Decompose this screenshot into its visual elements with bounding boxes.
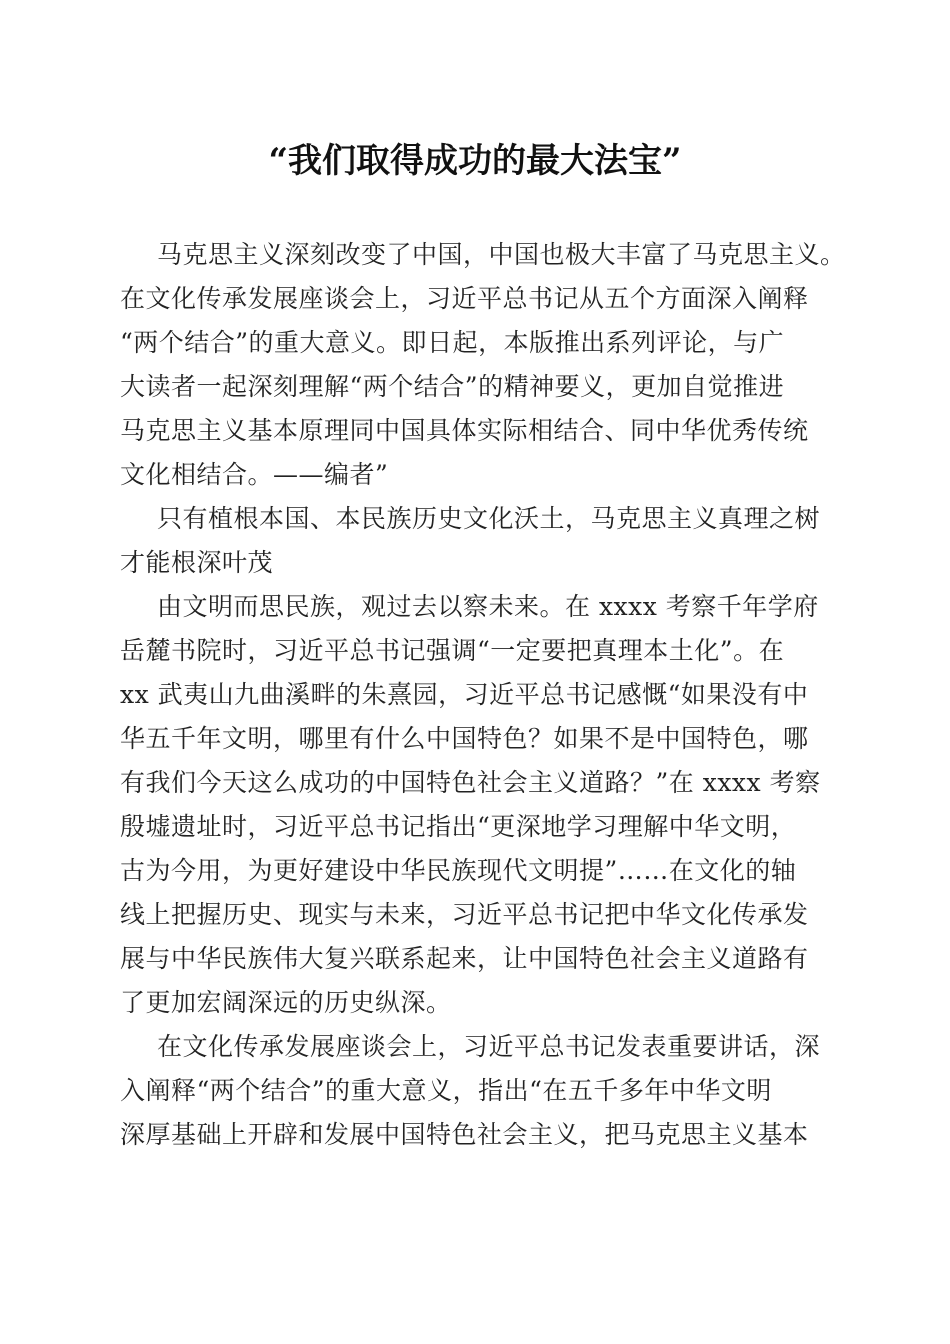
text-line: 有我们今天这么成功的中国特色社会主义道路？”在 xxxx 考察 xyxy=(120,768,821,797)
document-title: “我们取得成功的最大法宝” xyxy=(268,141,682,181)
document-body xyxy=(120,233,846,1157)
text-line: 大读者一起深刻理解“两个结合”的精神要义，更加自觉推进 xyxy=(120,372,785,401)
text-line: “两个结合”的重大意义。即日起，本版推出系列评论，与广 xyxy=(120,328,785,357)
text-line: 入阐释“两个结合”的重大意义，指出“在五千多年中华文明 xyxy=(120,1076,772,1105)
paragraph-subheading xyxy=(120,497,826,585)
text-line: 在文化传承发展座谈会上，习近平总书记从五个方面深入阐释 xyxy=(120,284,809,313)
text-line: 文化相结合。——编者” xyxy=(120,460,389,489)
text-line: 了更加宏阔深远的历史纵深。 xyxy=(120,988,452,1017)
text-line: 岳麓书院时，习近平总书记强调“一定要把真理本土化”。在 xyxy=(120,636,785,665)
paragraph-editor-note xyxy=(120,233,846,497)
text-line: 展与中华民族伟大复兴联系起来，让中国特色社会主义道路有 xyxy=(120,944,809,973)
text-line: 才能根深叶茂 xyxy=(120,548,274,577)
text-line: 马克思主义深刻改变了中国，中国也极大丰富了马克思主义。 xyxy=(157,240,846,269)
text-line: 线上把握历史、现实与未来，习近平总书记把中华文化传承发 xyxy=(120,900,809,929)
text-line: 古为今用，为更好建设中华民族现代文明提”……在文化的轴 xyxy=(120,856,797,885)
text-line: 在文化传承发展座谈会上，习近平总书记发表重要讲话，深 xyxy=(157,1032,821,1061)
paragraph-body xyxy=(120,1025,826,1157)
paragraph-body xyxy=(120,585,826,1025)
text-line: 只有植根本国、本民族历史文化沃土，马克思主义真理之树 xyxy=(157,504,821,533)
text-line: 由文明而思民族，观过去以察未来。在 xxxx 考察千年学府 xyxy=(157,592,819,621)
text-line: xx 武夷山九曲溪畔的朱熹园，习近平总书记感慨“如果没有中 xyxy=(120,680,809,709)
text-line: 深厚基础上开辟和发展中国特色社会主义，把马克思主义基本 xyxy=(120,1120,809,1149)
text-line: 华五千年文明，哪里有什么中国特色？如果不是中国特色，哪 xyxy=(120,724,809,753)
text-line: 马克思主义基本原理同中国具体实际相结合、同中华优秀传统 xyxy=(120,416,809,445)
text-line: 殷墟遗址时，习近平总书记指出“更深地学习理解中华文明， xyxy=(120,812,797,841)
